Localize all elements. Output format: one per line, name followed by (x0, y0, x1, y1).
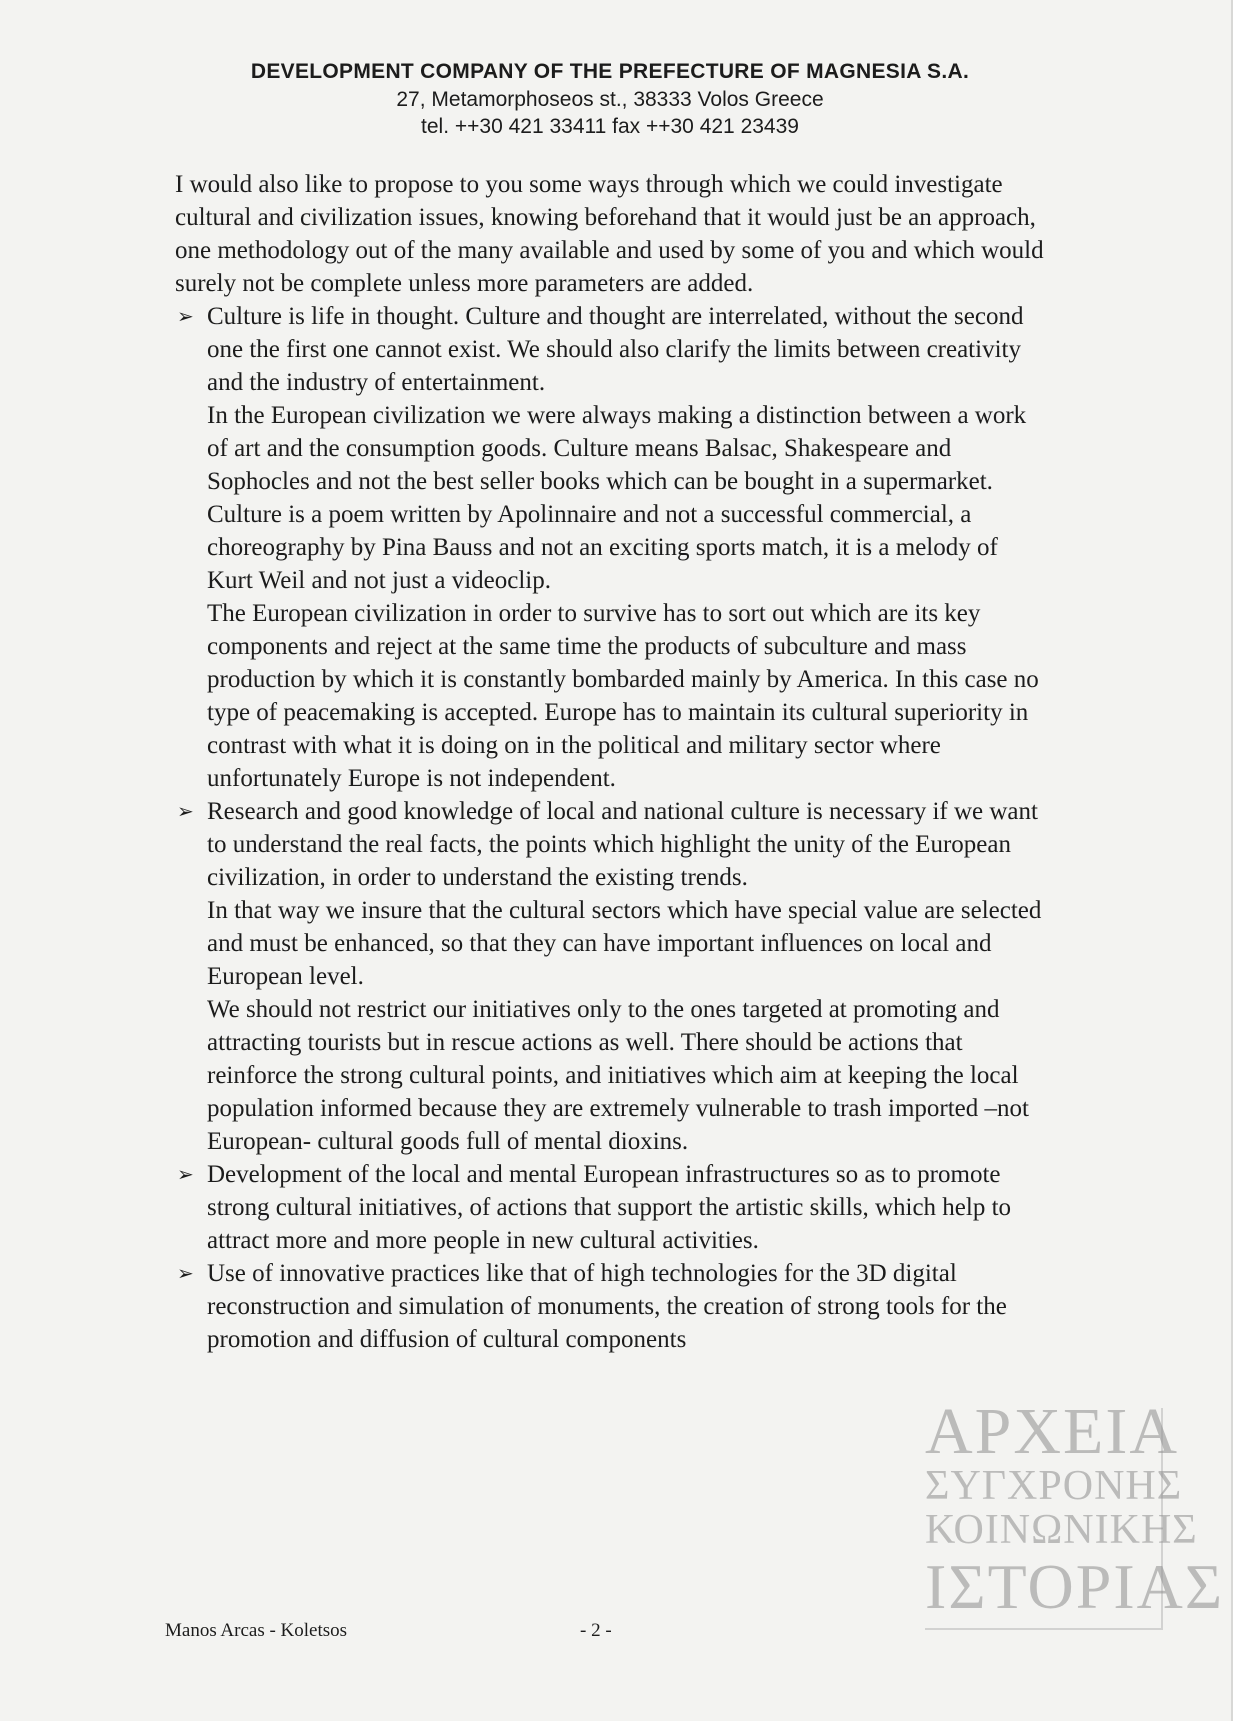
paragraph: Culture is life in thought. Culture and thought are interrelated, without the second one the first one cannot exist. We should also clarify the limits between creativity and the industry of entertainment. (207, 303, 1024, 396)
bullet-item-research (175, 795, 1045, 1158)
paragraph: We should not restrict our initiatives only to the ones targeted at promoting and attracting tourists but in rescue actions as well. There should be actions that reinforce the strong cultural points, and initiatives which aim at keeping the local population informed because they are extremely vulnerable to trash imported –not European- cultural goods full of mental dioxins. (207, 996, 1029, 1155)
letterhead (140, 60, 1080, 140)
bullet-list (175, 300, 1045, 1356)
page-number: - 2 - (580, 1620, 612, 1641)
document-body (175, 168, 1045, 1356)
footer-author: Manos Arcas - Koletsos (165, 1620, 348, 1641)
paragraph: Use of innovative practices like that of high technologies for the 3D digital reconstruction and simulation of monuments, the creation of strong tools for the promotion and diffusion of cultural components (207, 1260, 1007, 1353)
arrow-bullet-icon: ➢ (177, 304, 194, 328)
paragraph: In the European civilization we were always making a distinction between a work of art and the consumption goods. Culture means Balsac, Shakespeare and Sophocles and not the best seller books which can be bought in a supermarket. Culture is a poem written by Apolinnaire and not a successful commercial, a choreography by Pina Bauss and not an exciting sports match, it is a melody of Kurt Weil and not just a videoclip. (207, 402, 1027, 594)
paragraph: The European civilization in order to survive has to sort out which are its key components and reject at the same time the products of subculture and mass production by which it is constantly bombarded mainly by America. In this case no type of peacemaking is accepted. Europe has to maintain its cultural superiority in contrast with what it is doing on in the political and military sector where unfortunately Europe is not independent. (207, 600, 1039, 792)
stamp-line: ΚΟΙΝΩΝΙΚΗΣ (925, 1507, 1198, 1553)
bullet-item-culture (175, 300, 1045, 795)
paragraph: Development of the local and mental European infrastructures so as to promote strong cultural initiatives, of actions that support the artistic skills, which help to attract more and more people in new cultural activities. (207, 1161, 1012, 1254)
stamp-line: ΣΥΓΧΡΟΝΗΣ (925, 1463, 1183, 1509)
arrow-bullet-icon: ➢ (177, 799, 194, 823)
paragraph: In that way we insure that the cultural sectors which have special value are selected and must be enhanced, so that they can have important influences on local and European level. (207, 897, 1042, 990)
intro-paragraph: I would also like to propose to you some ways through which we could investigate cultural and civilization issues, knowing beforehand that it would just be an approach, one methodology out of the many available and used by some of you and which would surely not be complete unless more parameters are added. (175, 171, 1044, 297)
stamp-line: ΙΣΤΟΡΙΑΣ (925, 1551, 1225, 1622)
arrow-bullet-icon: ➢ (177, 1162, 194, 1186)
arrow-bullet-icon: ➢ (177, 1261, 194, 1285)
stamp-line: ΑΡΧΕΙΑ (925, 1395, 1179, 1468)
company-name: DEVELOPMENT COMPANY OF THE PREFECTURE OF MAGNESIA S.A. (250, 60, 970, 83)
company-address: 27, Metamorphoseos st., 38333 Volos Greece (396, 88, 824, 111)
bullet-item-development (175, 1158, 1045, 1257)
company-contact: tel. ++30 421 33411 fax ++30 421 23439 (421, 115, 799, 138)
bullet-item-innovation (175, 1257, 1045, 1356)
paragraph: Research and good knowledge of local and national culture is necessary if we want to understand the real facts, the points which highlight the unity of the European civilization, in order to understand the existing trends. (207, 798, 1038, 891)
